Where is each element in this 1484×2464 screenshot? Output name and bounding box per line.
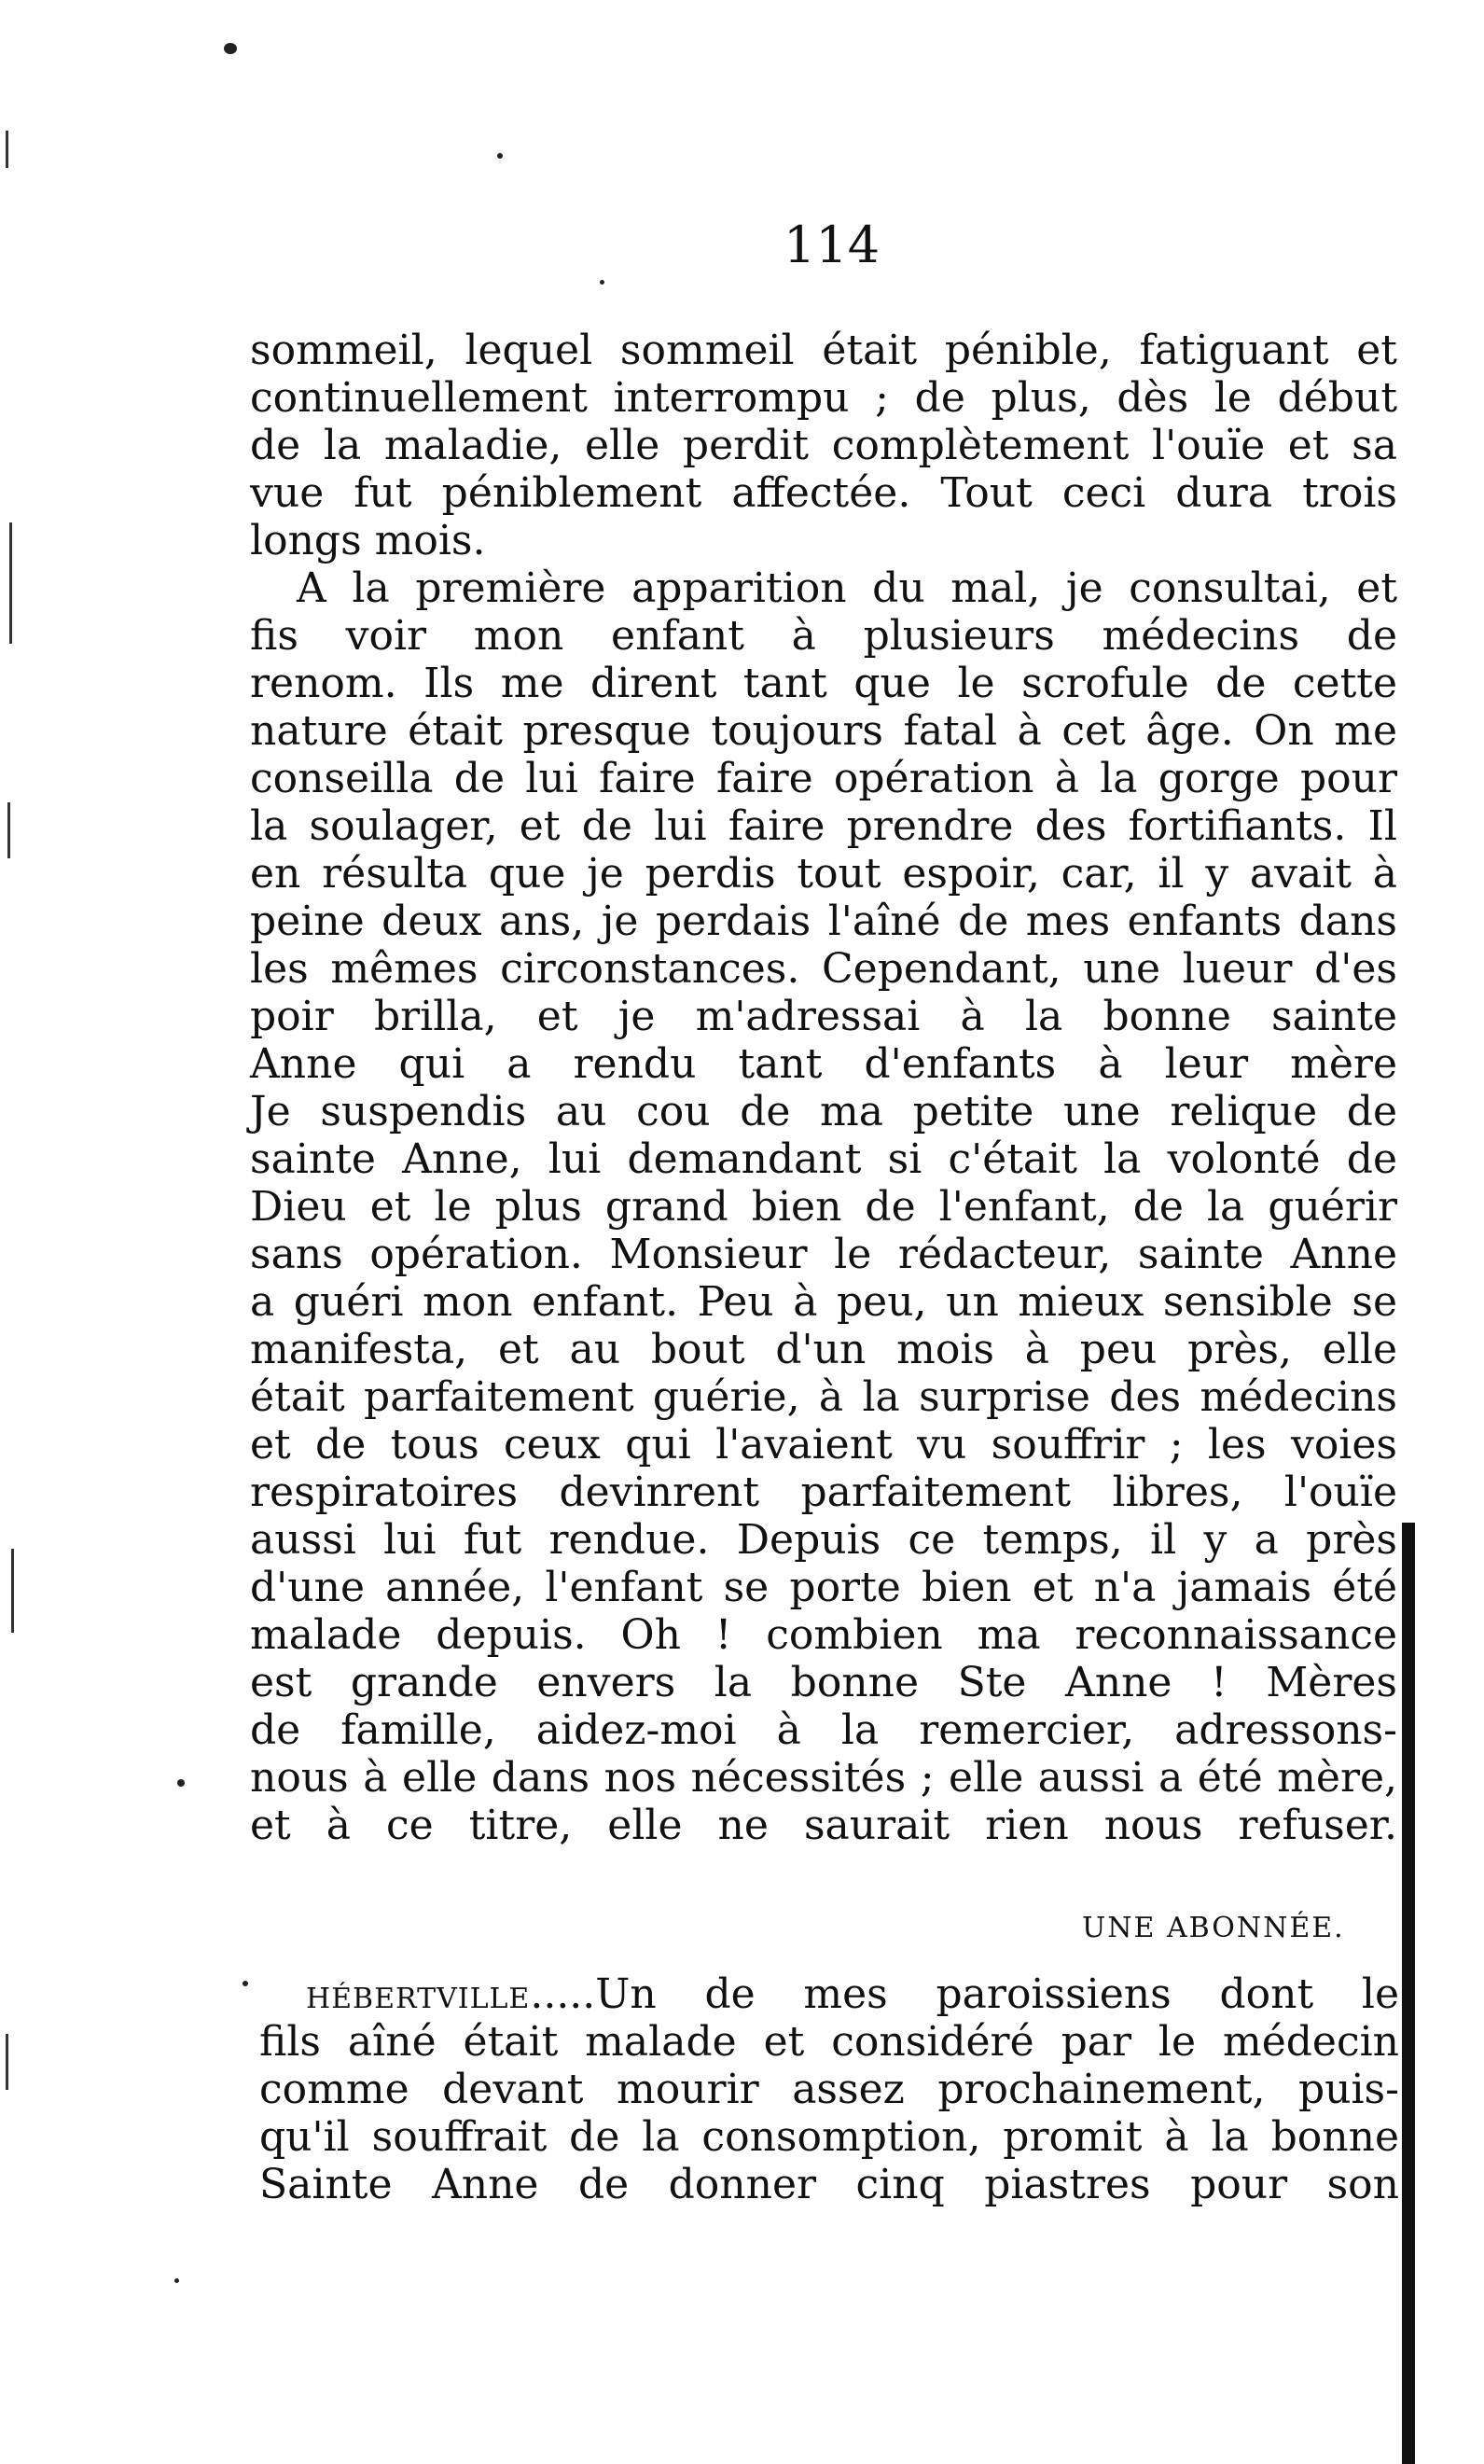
page-number: 114 [784,216,881,274]
place-name: HÉBERTVILLE [306,1983,531,2015]
text-line: sans opération. Monsieur le rédacteur, sainte Anne [250,1231,1397,1278]
text-line: la soulager, et de lui faire prendre des fortifiants. Il [250,802,1397,850]
text-line: respiratoires devinrent parfaitement libres, l'ouïe [250,1469,1397,1516]
text-line: nous à elle dans nos nécessités ; elle aussi a été mère, [250,1754,1397,1802]
scan-edge [0,0,56,2464]
text-line-rest: .....Un de mes paroissiens dont le [530,1970,1399,2018]
text-line: aussi lui fut rendue. Depuis ce temps, il y a près [250,1516,1397,1564]
scan-edge-mark [7,802,10,858]
scan-speck [600,280,604,285]
text-line: en résulta que je perdis tout espoir, car, il y avait à [250,850,1397,898]
signature: UNE ABONNÉE. [1082,1912,1345,1944]
main-text [250,327,1397,1849]
text-line: poir brilla, et je m'adressai à la bonne sainte [250,993,1397,1040]
scan-speck [497,153,503,159]
text-line: Sainte Anne de donner cinq piastres pour son [259,2161,1399,2208]
text-line: sainte Anne, lui demandant si c'était la volonté de [250,1135,1397,1183]
text-line [259,1970,1399,2018]
text-line: continuellement interrompu ; de plus, dès le début [250,374,1397,422]
text-line: renom. Ils me dirent tant que le scrofule de cette [250,660,1397,707]
text-line: manifesta, et au bout d'un mois à peu près, elle [250,1326,1397,1373]
text-line: de famille, aidez-moi à la remercier, adressons- [250,1706,1397,1754]
text-line: longs mois. [250,517,486,564]
text-line: Dieu et le plus grand bien de l'enfant, de la guérir [250,1183,1397,1231]
scan-edge-mark [6,131,8,168]
text-line: malade depuis. Oh ! combien ma reconnaissance [250,1611,1397,1659]
text-line: fils aîné était malade et considéré par le médecin [259,2018,1399,2066]
text-line: est grande envers la bonne Ste Anne ! Mères [250,1659,1397,1706]
text-line: et à ce titre, elle ne saurait rien nous refuser. [250,1802,1397,1849]
text-line: comme devant mourir assez prochainement, puis- [259,2066,1399,2113]
text-line: les mêmes circonstances. Cependant, une lueur d'es [250,945,1397,993]
text-line: de la maladie, elle perdit complètement l'ouïe et sa [250,422,1397,469]
text-line: conseilla de lui faire faire opération à la gorge pour [250,755,1397,802]
text-line: qu'il souffrait de la consomption, promit à la bonne [259,2113,1399,2161]
scan-edge-mark [11,1549,14,1633]
text-line: d'une année, l'enfant se porte bien et n'a jamais été [250,1564,1397,1611]
text-line: sommeil, lequel sommeil était pénible, fatiguant et [250,327,1397,374]
text-line: peine deux ans, je perdais l'aîné de mes enfants dans [250,898,1397,945]
text-line: vue fut péniblement affectée. Tout ceci dura trois [250,469,1397,517]
text-line: et de tous ceux qui l'avaient vu souffrir ; les voies [250,1421,1397,1469]
scan-speck [243,1981,248,1986]
page-binding-shadow [1402,1523,1415,2464]
scan-edge-mark [6,2034,8,2090]
text-line: A la première apparition du mal, je consultai, et [297,564,1397,612]
scan-speck [177,1779,185,1787]
scan-speck [224,43,237,54]
text-line: nature était presque toujours fatal à cet âge. On me [250,707,1397,755]
scan-edge-mark [9,522,12,644]
text-line: Anne qui a rendu tant d'enfants à leur mère [250,1040,1397,1088]
text-line: fis voir mon enfant à plusieurs médecins de [250,612,1397,660]
text-line: Je suspendis au cou de ma petite une relique de [250,1088,1397,1135]
text-line: était parfaitement guérie, à la surprise des médecins [250,1373,1397,1421]
scan-speck [174,2278,179,2283]
second-entry-text [259,1970,1399,2208]
text-line: a guéri mon enfant. Peu à peu, un mieux sensible se [250,1278,1397,1326]
